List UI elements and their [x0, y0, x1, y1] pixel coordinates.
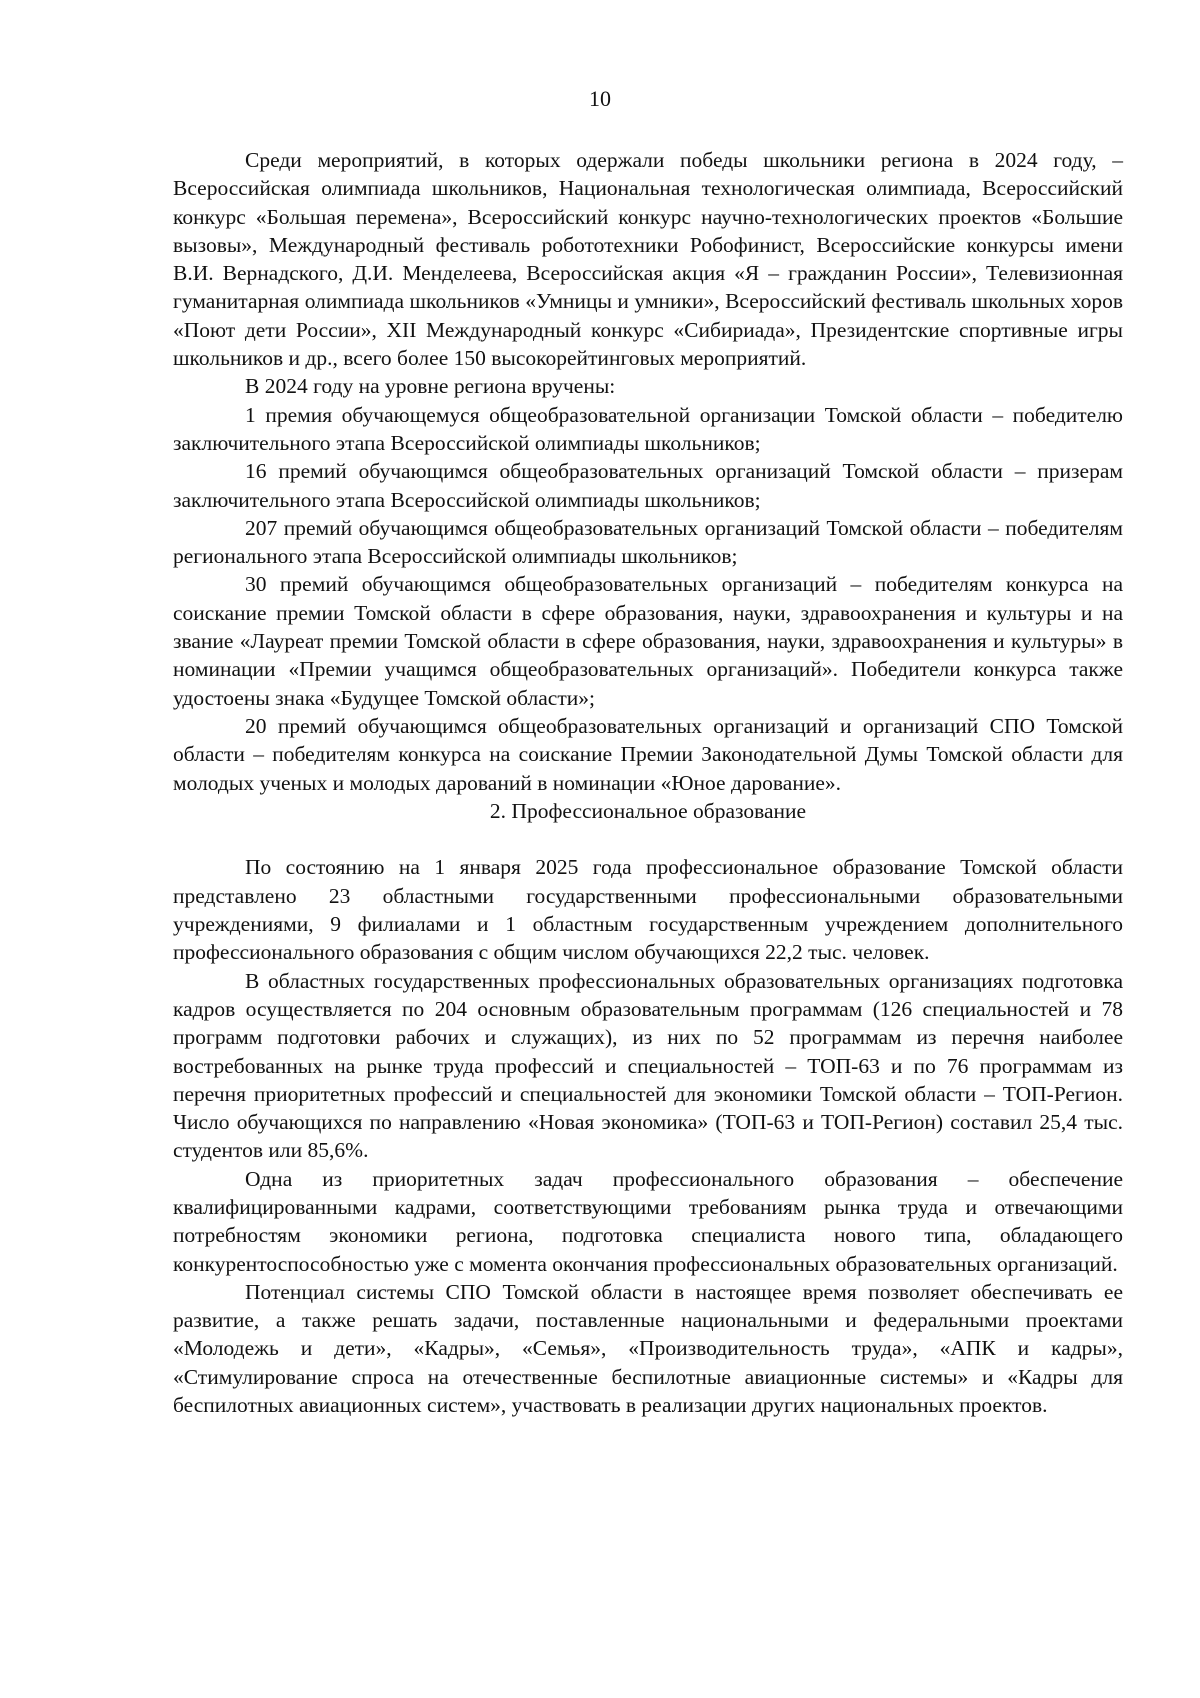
paragraph: В областных государственных профессиональных образовательных организациях подготовка кадров осуществляется по 204 основным образовательным программам (126 специальностей и 78 программ подготовки рабочих и служащих), из них по 52 программам из перечня наиболее востребованных на рынке труда профессий и специальностей – ТОП-63 и по 76 программам из перечня приоритетных профессий и специальностей для экономики Томской области – ТОП-Регион. Число обучающихся по направлению «Новая экономика» (ТОП-63 и ТОП-Регион) составил 25,4 тыс. студентов или 85,6%.	[173, 968, 1123, 1163]
page-number: 10	[589, 86, 611, 111]
section-heading: 2. Профессиональное образование	[489, 798, 807, 823]
document-body	[173, 146, 1123, 1419]
paragraph: В 2024 году на уровне региона вручены:	[245, 374, 616, 399]
paragraph: 30 премий обучающимся общеобразовательных организаций – победителям конкурса на соискание премии Томской области в сфере образования, науки, здравоохранения и культуры и на звание «Лауреат премии Томской области в сфере образования, науки, здравоохранения и культуры» в номинации «Премии учащимся общеобразовательных организаций». Победители конкурса также удостоены знака «Будущее Томской области»;	[173, 572, 1123, 710]
paragraph: 207 премий обучающимся общеобразовательных организаций Томской области – победителям регионального этапа Всероссийской олимпиады школьников;	[173, 515, 1123, 569]
paragraph: Потенциал системы СПО Томской области в настоящее время позволяет обеспечивать ее развитие, а также решать задачи, поставленные национальными и федеральными проектами «Молодежь и дети», «Кадры», «Семья», «Производительность труда», «АПК и кадры», «Стимулирование спроса на отечественные беспилотные авиационные системы» и «Кадры для беспилотных авиационных систем», участвовать в реализации других национальных проектов.	[173, 1279, 1123, 1418]
paragraph: Одна из приоритетных задач профессионального образования – обеспечение квалифицированными кадрами, соответствующими требованиям рынка труда и отвечающими потребностям экономики региона, подготовка специалиста нового типа, обладающего конкурентоспособностью уже с момента окончания профессиональных образовательных организаций.	[173, 1166, 1123, 1276]
paragraph: 1 премия обучающемуся общеобразовательной организации Томской области – победителю заключительного этапа Всероссийской олимпиады школьников;	[173, 402, 1123, 455]
paragraph: По состоянию на 1 января 2025 года профессиональное образование Томской области представлено 23 областными государственными профессиональными образовательными учреждениями, 9 филиалами и 1 областным государственным учреждением дополнительного профессионального образования с общим числом обучающихся 22,2 тыс. человек.	[173, 855, 1123, 965]
paragraph: 16 премий обучающимся общеобразовательных организаций Томской области – призерам заключительного этапа Всероссийской олимпиады школьников;	[173, 459, 1123, 512]
paragraph: 20 премий обучающимся общеобразовательных организаций и организаций СПО Томской области – победителям конкурса на соискание Премии Законодательной Думы Томской области для молодых ученых и молодых дарований в номинации «Юное дарование».	[173, 713, 1123, 795]
paragraph: Среди мероприятий, в которых одержали победы школьники региона в 2024 году, – Всероссийская олимпиада школьников, Национальная технологическая олимпиада, Всероссийский конкурс «Большая перемена», Всероссийский конкурс научно-технологических проектов «Большие вызовы», Международный фестиваль робототехники Робофинист, Всероссийские конкурсы имени В.И. Вернадского, Д.И. Менделеева, Всероссийская акция «Я – гражданин России», Телевизионная гуманитарная олимпиада школьников «Умницы и умники», Всероссийский фестиваль школьных хоров «Поют дети России», XII Международный конкурс «Сибириада», Президентские спортивные игры школьников и др., всего более 150 высокорейтинговых мероприятий.	[173, 148, 1123, 371]
